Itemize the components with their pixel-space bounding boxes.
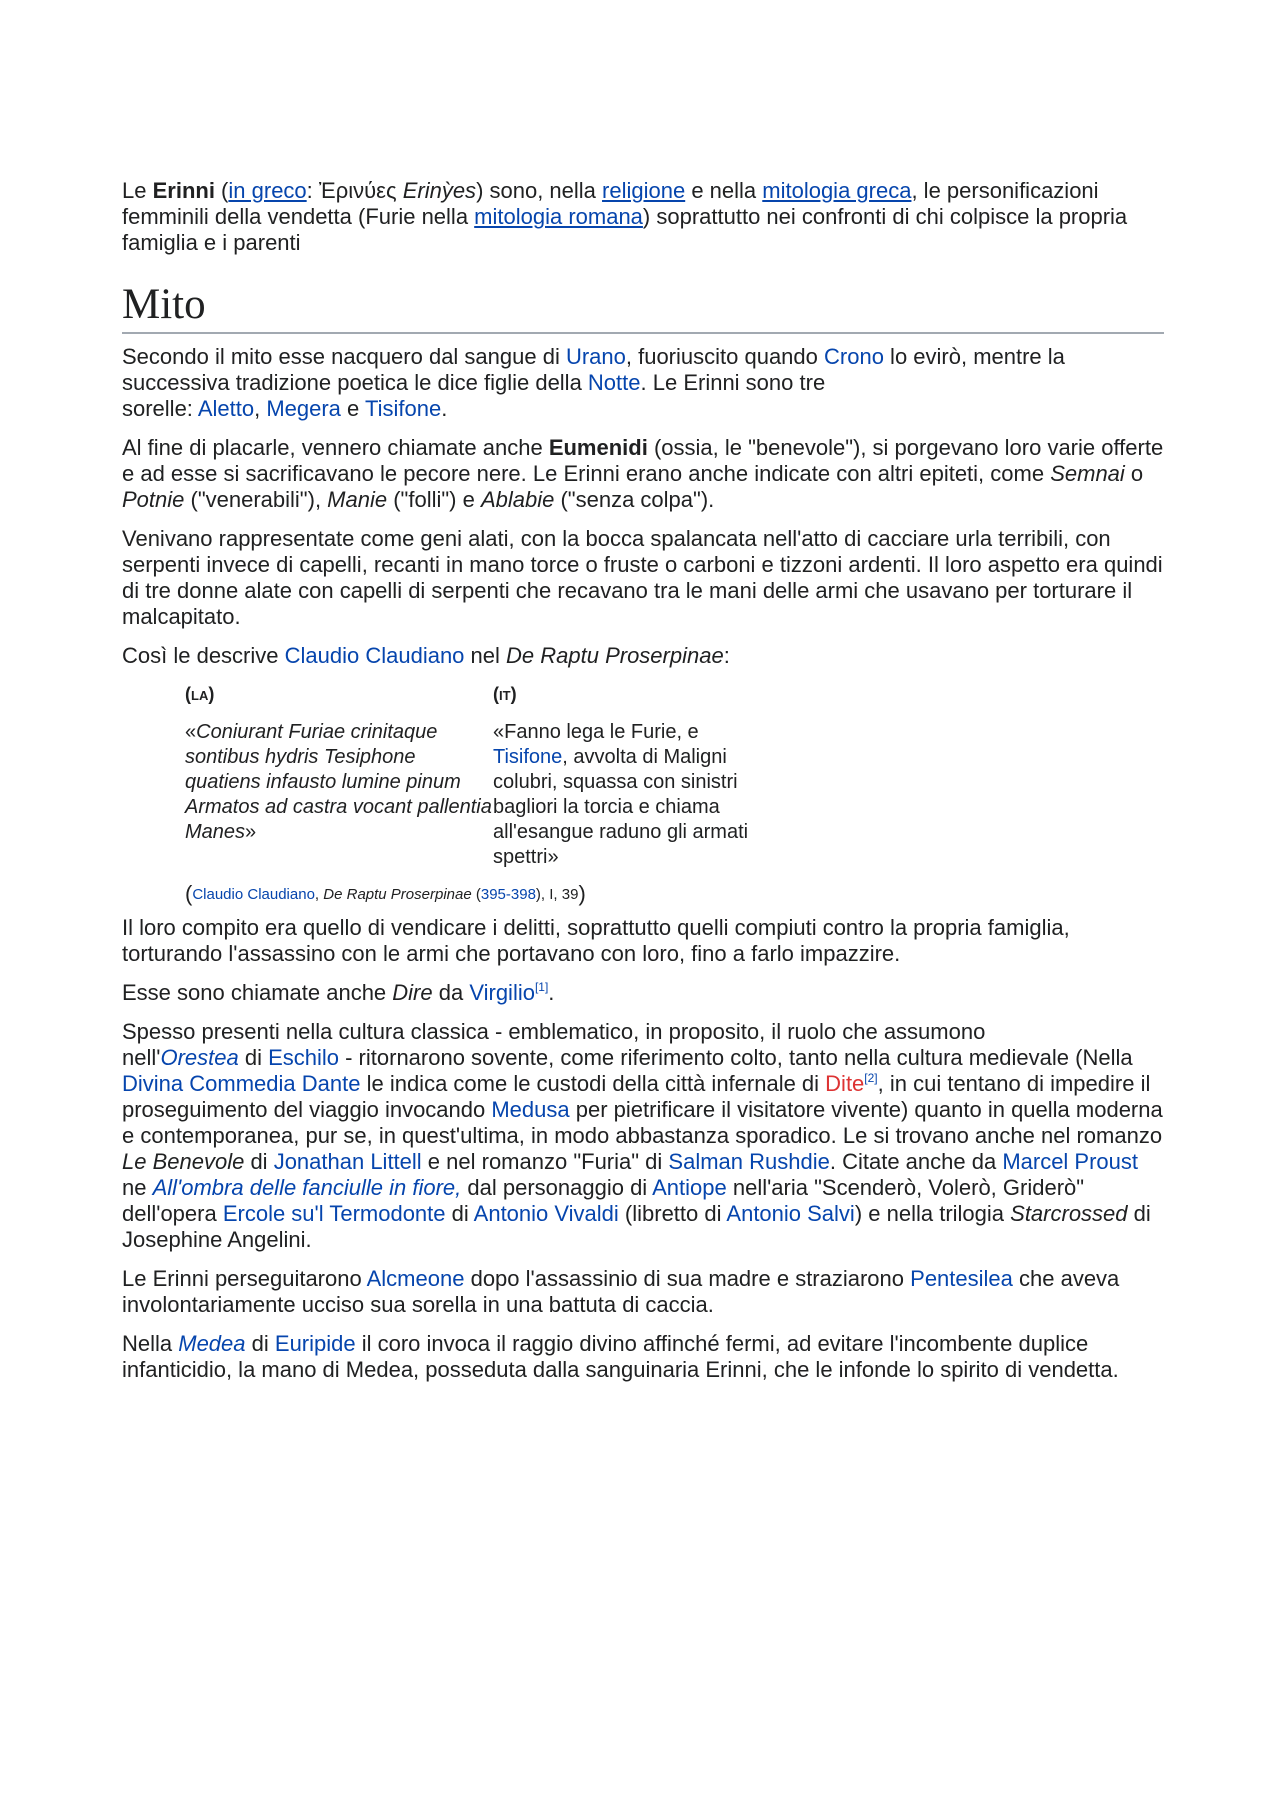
text: ) e nella trilogia <box>854 1201 1011 1226</box>
article <box>122 178 1164 1396</box>
text: ) sono, nella <box>476 178 603 203</box>
italic-title: De Raptu Proserpinae <box>506 643 724 668</box>
text: , in cui tentano di impedire il proseguimento del viaggio invocando <box>122 1071 1151 1122</box>
text: il coro invoca il raggio divino affinché fermi, ad evitare l'incombente duplice infanticidio, la mano di Medea, posseduta dalla sanguinaria Erinni, che le infonde lo spirito di vendetta. <box>122 1331 1119 1382</box>
link-claudio-claudiano[interactable]: Claudio Claudiano <box>192 886 315 903</box>
text: nell'aria "Scenderò, Volerò, Griderò" dell'opera <box>122 1175 1085 1226</box>
text: (ossia, le "benevole"), si porgevano loro varie offerte e ad esse si sacrificavano le pecore nere. Le Erinni erano anche indicate con altri epiteti, come <box>122 435 1164 486</box>
text: di <box>445 1201 474 1226</box>
text: per pietrificare il visitatore vivente) quanto in quella moderna e contemporanea, pur se, in quest'ultima, in modo abbastanza sporadico. Le si trovano anche nel romanzo <box>122 1097 1163 1148</box>
text: di <box>245 1331 275 1356</box>
italic-term: Manie <box>327 487 388 512</box>
reference-1[interactable]: [1] <box>534 980 549 994</box>
link-alcmeone[interactable]: Alcmeone <box>366 1266 465 1291</box>
link-tisifone[interactable]: Tisifone <box>493 746 563 768</box>
text: Spesso presenti nella cultura classica - emblematico, in proposito, il ruolo che assumono <box>122 1019 986 1044</box>
language-label-la <box>185 682 493 708</box>
text: nel <box>464 643 507 668</box>
paragraph <box>122 1266 1164 1318</box>
italic-title: Le Benevole <box>122 1149 245 1174</box>
reference-2[interactable]: [2] <box>864 1071 878 1085</box>
text: . <box>548 980 555 1005</box>
link-medusa[interactable]: Medusa <box>491 1097 570 1122</box>
paragraph <box>122 344 1164 422</box>
text: Nella <box>122 1331 179 1356</box>
text: Secondo il mito esse nacquero dal sangue di <box>122 344 566 369</box>
link-notte[interactable]: Notte <box>587 370 641 395</box>
text: e <box>340 396 365 421</box>
text: ("venerabili"), <box>184 487 328 512</box>
text: dopo l'assassinio di sua madre e straziarono <box>464 1266 911 1291</box>
text: : <box>306 178 319 203</box>
link-ercole-sul-termodonte[interactable]: Ercole su'l Termodonte <box>222 1201 446 1226</box>
text: sorelle: <box>122 396 198 421</box>
text: e nel romanzo "Furia" di <box>421 1149 669 1174</box>
intro-paragraph <box>122 178 1164 256</box>
italic-term: Ablabie <box>480 487 555 512</box>
text: , <box>314 886 324 903</box>
text: Al fine di placarle, vennero chiamate anche <box>122 435 549 460</box>
link-megera[interactable]: Megera <box>266 396 341 421</box>
quote-source <box>185 882 1164 907</box>
paragraph <box>122 1019 1164 1253</box>
text: di Josephine Angelini. <box>122 1201 1151 1252</box>
link-dite[interactable]: Dite <box>825 1071 865 1096</box>
text: ) <box>510 684 517 704</box>
link-dante[interactable]: Dante <box>301 1071 361 1096</box>
paragraph <box>122 643 1164 669</box>
text: ne <box>122 1175 153 1200</box>
link-medea[interactable] <box>178 1331 245 1356</box>
italic-title: De Raptu Proserpinae <box>323 886 472 903</box>
text: o <box>1124 461 1144 486</box>
text: . Citate anche da <box>829 1149 1003 1174</box>
text: ( <box>214 178 229 203</box>
text: le indica come le custodi della città infernale di <box>360 1071 826 1096</box>
language-code: IT <box>499 688 511 703</box>
greek-term: Ἐρινύες <box>318 178 397 203</box>
link-eschilo[interactable]: Eschilo <box>268 1045 339 1070</box>
text: di <box>244 1149 274 1174</box>
link-antonio-vivaldi[interactable]: Antonio Vivaldi <box>473 1201 619 1226</box>
text: , avvolta di Maligni colubri, squassa con sinistri bagliori la torcia e chiama all'esangue raduno gli armati spettri» <box>493 746 749 868</box>
bold-term: Eumenidi <box>548 435 648 460</box>
italic-term: Dire <box>392 980 433 1005</box>
link-religione[interactable]: religione <box>602 178 686 203</box>
latin-verse: Coniurant Furiae crinitaque sontibus hydris Tesiphone quatiens infausto lumine pinum Armatos ad castra vocant pallentia Manes <box>185 721 492 843</box>
text: , le personificazioni femminili della vendetta (Furie nella <box>122 178 1099 229</box>
link-mitologia-romana[interactable]: mitologia romana <box>474 204 643 229</box>
italic-term: Semnai <box>1050 461 1125 486</box>
link-allombra-delle-fanciulle[interactable] <box>153 1175 462 1200</box>
text: . <box>441 396 448 421</box>
transliteration: Erinỳes <box>402 178 477 203</box>
text: Le Erinni perseguitarono <box>122 1266 367 1291</box>
language-code: LA <box>191 688 209 703</box>
quote-latin-text <box>185 720 493 845</box>
bold-term: Erinni <box>152 178 215 203</box>
quote-italian-text <box>493 720 773 870</box>
text: ("senza colpa"). <box>554 487 715 512</box>
italic-term: Potnie <box>122 487 185 512</box>
text: . Le Erinni sono tre <box>640 370 826 395</box>
text: ( <box>471 886 481 903</box>
link-395-398[interactable]: 395-398 <box>480 886 536 903</box>
text: da <box>432 980 470 1005</box>
italic-title: Medea <box>178 1331 246 1356</box>
text: Le <box>122 178 153 203</box>
text: ) <box>578 881 586 906</box>
text: lo evirò, mentre la successiva tradizione poetica le dice figlie della <box>122 344 1065 395</box>
text: e nella <box>685 178 763 203</box>
text: « <box>185 721 197 743</box>
italic-title: Starcrossed <box>1010 1201 1128 1226</box>
italic-title: Orestea <box>160 1045 239 1070</box>
text: Esse sono chiamate anche <box>122 980 393 1005</box>
link-jonathan-littell[interactable]: Jonathan Littell <box>273 1149 422 1174</box>
link-claudio-claudiano[interactable]: Claudio Claudiano <box>284 643 465 668</box>
text: (libretto di <box>618 1201 727 1226</box>
text: : <box>723 643 730 668</box>
text: dal personaggio di <box>461 1175 653 1200</box>
paragraph: Il loro compito era quello di vendicare i delitti, soprattutto quelli compiuti contro la propria famiglia, torturando l'assassino con le armi che portavano con loro, fino a farlo impazzire. <box>122 915 1070 966</box>
text: nell' <box>122 1045 161 1070</box>
paragraph <box>122 980 1164 1006</box>
text: - ritornarono sovente, come riferimento colto, tanto nella cultura medievale (Nella <box>339 1045 1133 1070</box>
text: ) soprattutto nei confronti di chi colpisce la propria famiglia e i parenti <box>122 204 1128 255</box>
text: Così le descrive <box>122 643 285 668</box>
text: «Fanno lega le Furie, e <box>493 721 699 743</box>
text: ( <box>185 881 193 906</box>
link-antiope[interactable]: Antiope <box>652 1175 727 1200</box>
text: » <box>245 821 257 843</box>
link-euripide[interactable]: Euripide <box>274 1331 356 1356</box>
italic-title: All'ombra delle fanciulle in fiore, <box>152 1175 462 1200</box>
text: ("folli") e <box>387 487 481 512</box>
text: , <box>254 396 267 421</box>
link-orestea[interactable] <box>160 1045 238 1070</box>
section-heading-mito: Mito <box>122 280 1164 334</box>
quote-latin-column <box>185 682 493 870</box>
link-antonio-salvi[interactable]: Antonio Salvi <box>726 1201 855 1226</box>
link-pentesilea[interactable]: Pentesilea <box>910 1266 1013 1291</box>
text: ) <box>208 684 215 704</box>
quote-italian-column <box>493 682 773 870</box>
text: che aveva involontariamente ucciso sua sorella in una battuta di caccia. <box>122 1266 1120 1317</box>
text: , fuoriuscito quando <box>625 344 825 369</box>
link-crono[interactable]: Crono <box>824 344 884 369</box>
text: ( <box>185 684 191 704</box>
paragraph <box>122 1331 1164 1383</box>
link-salman-rushdie[interactable]: Salman Rushdie <box>668 1149 830 1174</box>
text: di <box>238 1045 269 1070</box>
link-mitologia-greca[interactable]: mitologia greca <box>762 178 912 203</box>
link-marcel-proust[interactable]: Marcel Proust <box>1002 1149 1139 1174</box>
paragraph <box>122 435 1164 513</box>
text: ), I, 39 <box>535 886 579 903</box>
language-label-it <box>493 682 773 708</box>
link-aletto[interactable]: Aletto <box>197 396 255 421</box>
bilingual-quote <box>185 682 1164 907</box>
link-virgilio[interactable]: Virgilio <box>469 980 535 1005</box>
paragraph: Venivano rappresentate come geni alati, con la bocca spalancata nell'atto di cacciare urla terribili, con serpenti invece di capelli, recanti in mano torce o fruste o carboni e tizzoni ardenti. Il loro aspetto era quindi di tre donne alate con capelli di serpenti che recavano tra le mani delle armi che usavano per torturare il malcapitato. <box>122 526 1163 629</box>
link-urano[interactable]: Urano <box>565 344 626 369</box>
link-in-greco[interactable]: in greco <box>228 178 307 203</box>
link-tisifone[interactable]: Tisifone <box>364 396 442 421</box>
link-divina-commedia[interactable]: Divina Commedia <box>122 1071 296 1096</box>
quote-columns <box>185 682 1164 870</box>
text: ( <box>493 684 499 704</box>
